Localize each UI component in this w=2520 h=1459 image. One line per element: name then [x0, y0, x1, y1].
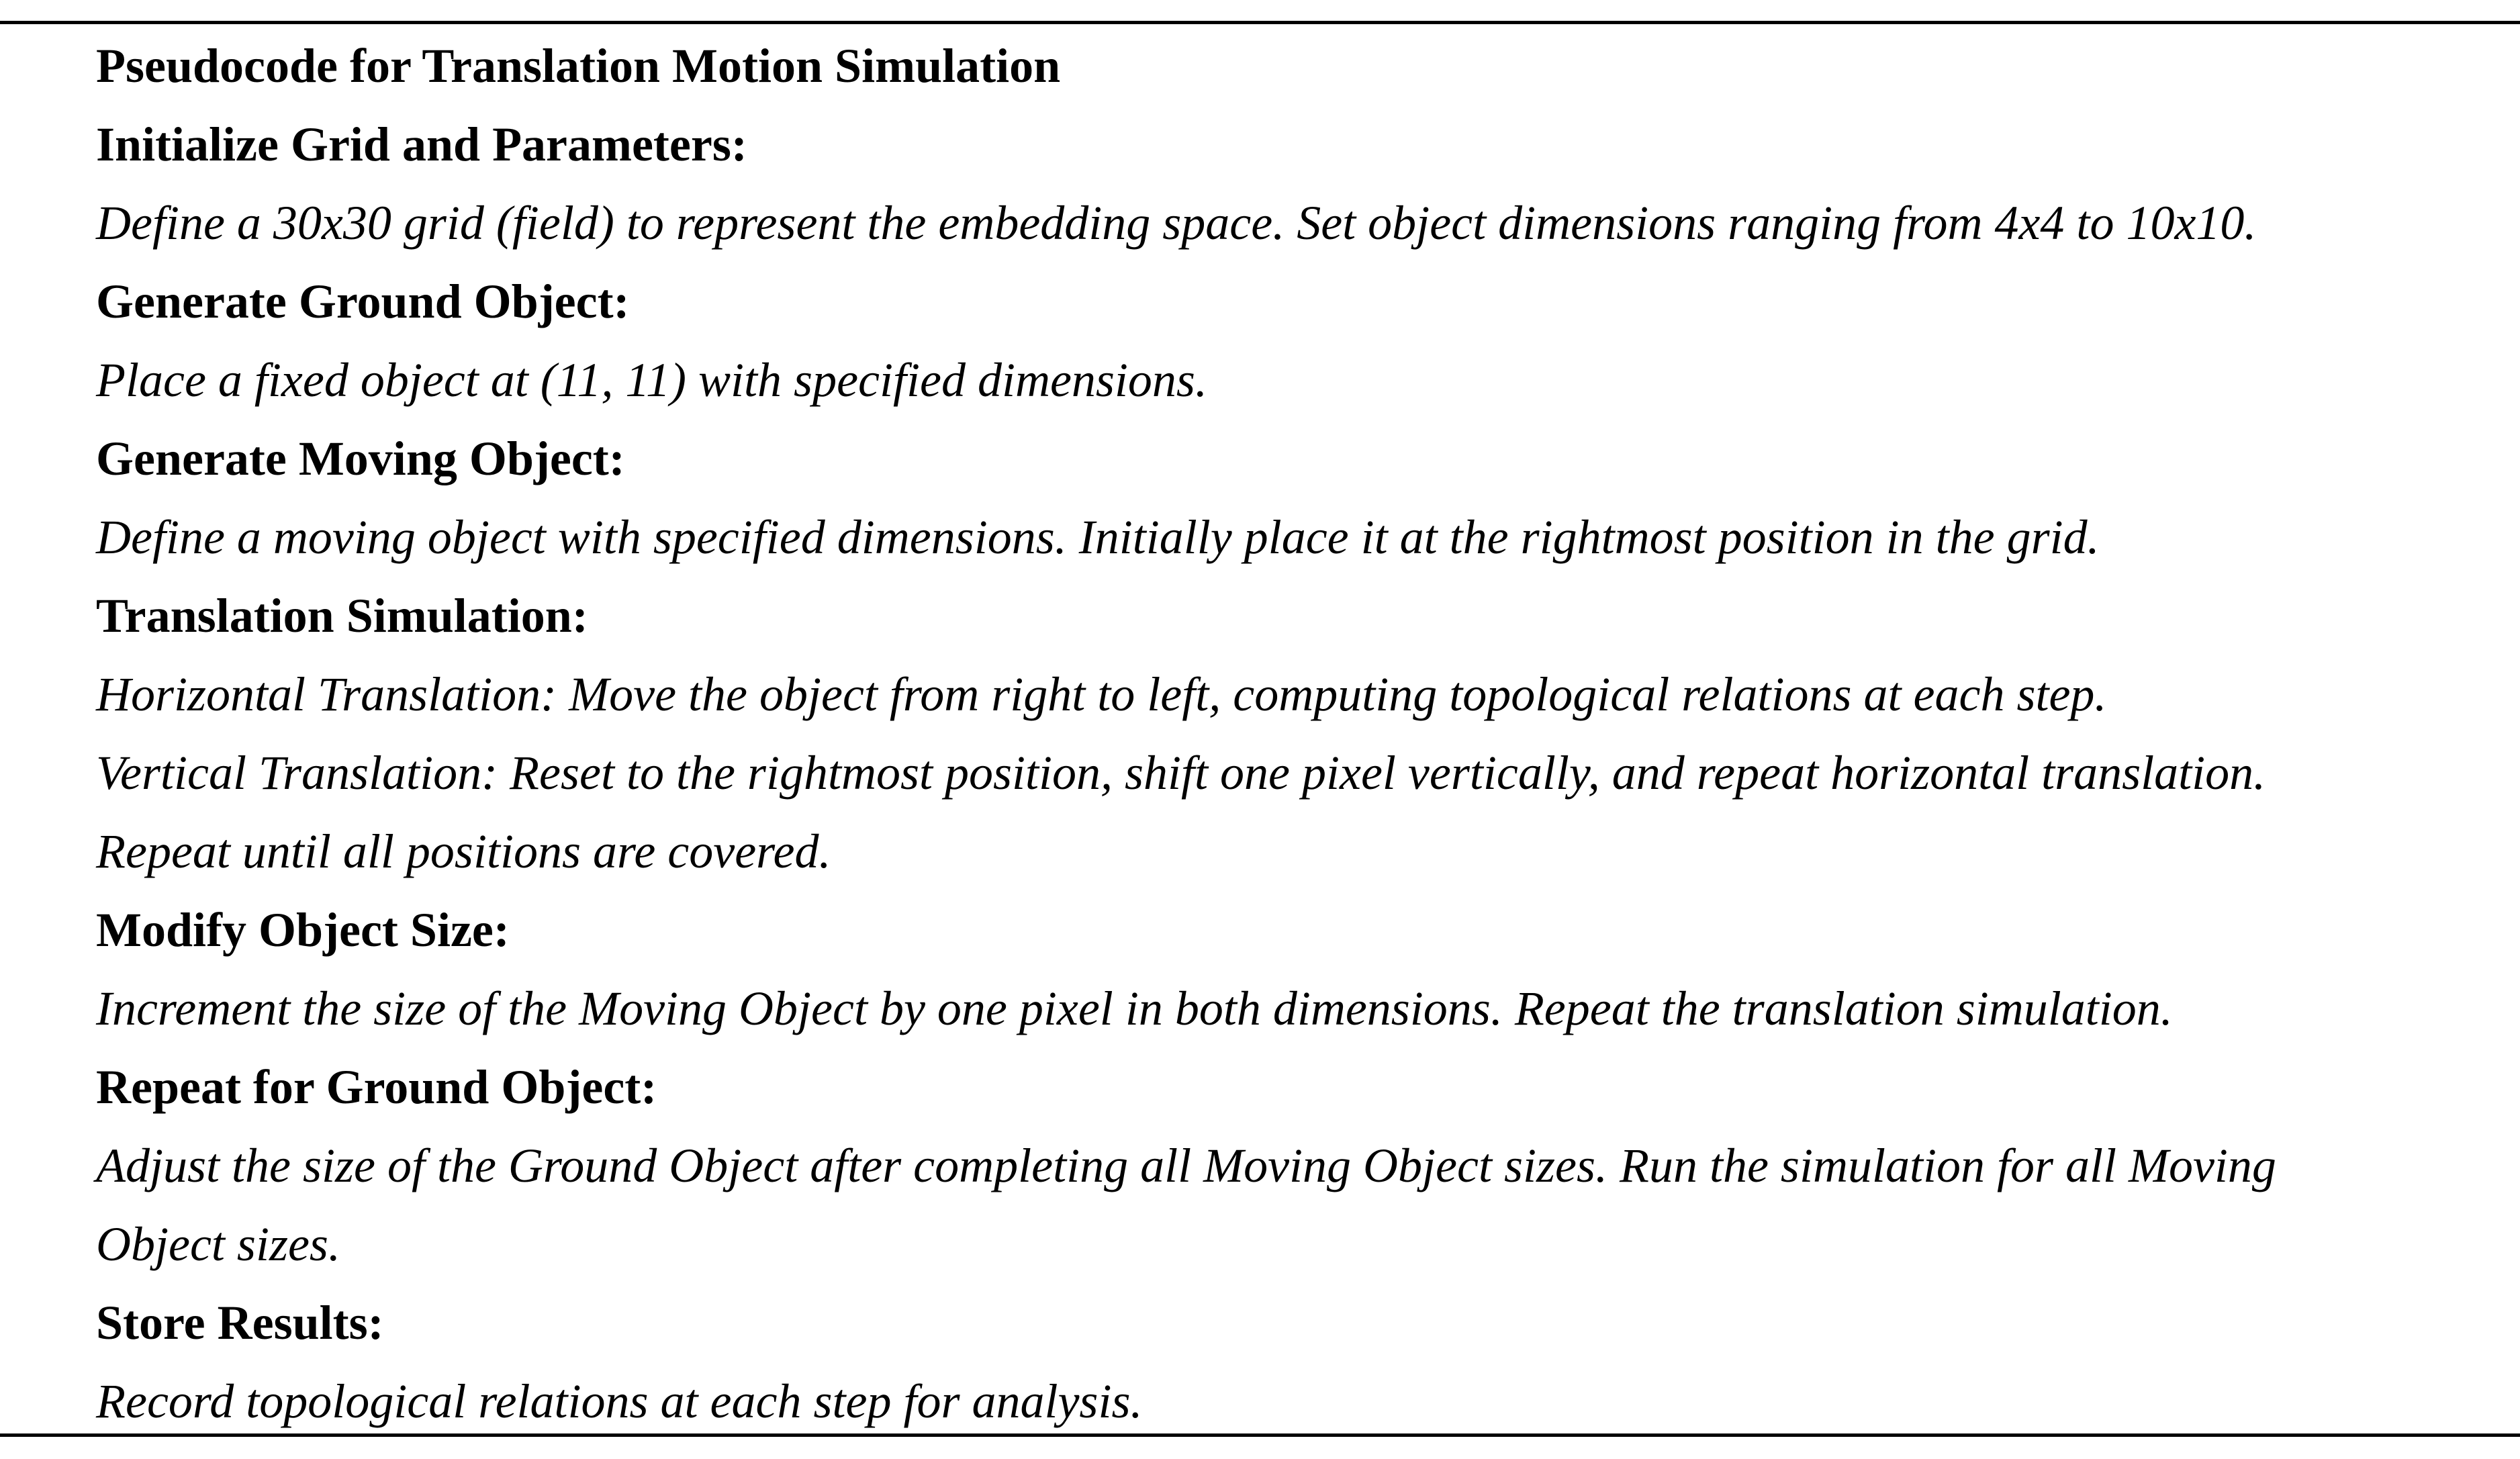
pseudocode-title: Pseudocode for Translation Motion Simulation	[96, 39, 1061, 93]
section-heading-initialize: Initialize Grid and Parameters:	[96, 117, 747, 171]
section-heading-translation: Translation Simulation:	[96, 589, 588, 643]
section-heading-store-results: Store Results:	[96, 1296, 384, 1350]
bottom-rule	[0, 1433, 2520, 1437]
section-heading-modify-size: Modify Object Size:	[96, 903, 510, 957]
section-text-repeat-ground-1: Adjust the size of the Ground Object after completing all Moving Object sizes. Run the simulation for all Moving	[96, 1139, 2276, 1192]
section-text-store-results: Record topological relations at each step for analysis.	[96, 1374, 1143, 1428]
section-text-ground-object: Place a fixed object at (11, 11) with specified dimensions.	[96, 353, 1207, 407]
section-text-repeat-positions: Repeat until all positions are covered.	[96, 825, 831, 878]
section-text-modify-size: Increment the size of the Moving Object by one pixel in both dimensions. Repeat the translation simulation.	[96, 982, 2173, 1035]
section-text-initialize: Define a 30x30 grid (field) to represent the embedding space. Set object dimensions ranging from 4x4 to 10x10.	[96, 196, 2257, 250]
section-heading-repeat-ground: Repeat for Ground Object:	[96, 1060, 657, 1114]
pseudocode-content	[96, 27, 2433, 1441]
section-text-repeat-ground-2: Object sizes.	[96, 1217, 340, 1271]
section-text-vertical-translation: Vertical Translation: Reset to the rightmost position, shift one pixel vertically, and repeat horizontal translation.	[96, 746, 2266, 800]
section-heading-ground-object: Generate Ground Object:	[96, 275, 630, 328]
section-text-horizontal-translation: Horizontal Translation: Move the object from right to left, computing topological relations at each step.	[96, 667, 2107, 721]
section-heading-moving-object: Generate Moving Object:	[96, 432, 625, 485]
top-rule	[0, 21, 2520, 24]
section-text-moving-object: Define a moving object with specified dimensions. Initially place it at the rightmost position in the grid.	[96, 510, 2100, 564]
